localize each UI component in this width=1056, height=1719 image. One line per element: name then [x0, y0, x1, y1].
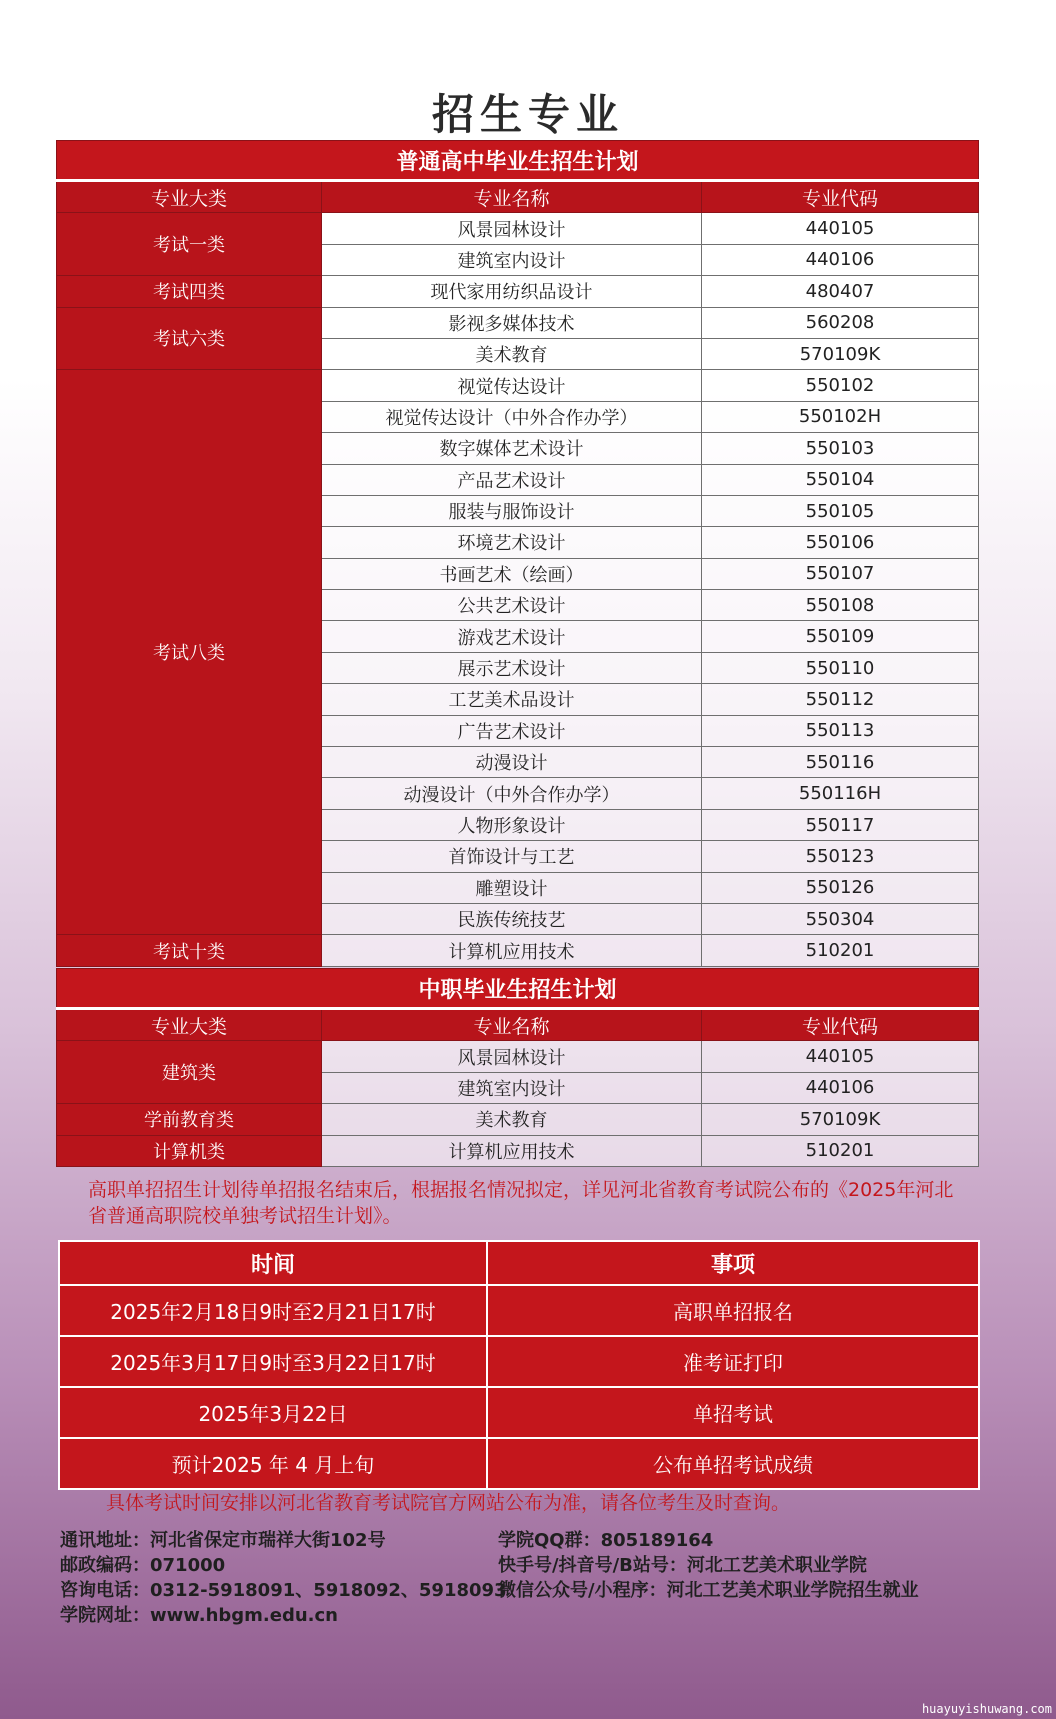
- schedule-row: [59, 1285, 979, 1336]
- address: 通讯地址：河北省保定市瑞祥大街102号: [60, 1530, 386, 1551]
- major-code-cell: 550104: [702, 464, 979, 495]
- major-code-cell: 440105: [702, 1041, 979, 1072]
- vocational-plan-table: [56, 968, 979, 1167]
- column-header: 事项: [487, 1241, 979, 1285]
- major-name-cell: 环境艺术设计: [322, 527, 702, 558]
- major-code-cell: 550304: [702, 903, 979, 934]
- phone: 咨询电话：0312-5918091、5918092、5918093: [60, 1580, 507, 1601]
- high-school-plan-table: [56, 140, 979, 967]
- plan-band-row: [57, 969, 979, 1009]
- major-name-cell: 产品艺术设计: [322, 464, 702, 495]
- column-header: 专业代码: [702, 181, 979, 213]
- major-name-cell: 动漫设计: [322, 747, 702, 778]
- schedule-row: [59, 1336, 979, 1387]
- major-code-cell: 550110: [702, 652, 979, 683]
- major-code-cell: 550107: [702, 558, 979, 589]
- major-code-cell: 570109K: [702, 338, 979, 369]
- major-code-cell: 550102: [702, 370, 979, 401]
- major-name-cell: 动漫设计（中外合作办学）: [322, 778, 702, 809]
- major-code-cell: 550113: [702, 715, 979, 746]
- column-header: 时间: [59, 1241, 487, 1285]
- major-code-cell: 560208: [702, 307, 979, 338]
- page-title: 招生专业: [431, 90, 624, 139]
- table-row: [57, 213, 979, 244]
- watermark: huayuyishuwang.com: [921, 1702, 1052, 1716]
- major-code-cell: 440105: [702, 213, 979, 244]
- major-name-cell: 建筑室内设计: [322, 1072, 702, 1103]
- major-code-cell: 550103: [702, 433, 979, 464]
- major-name-cell: 建筑室内设计: [322, 244, 702, 275]
- schedule-row: [59, 1438, 979, 1489]
- major-name-cell: 民族传统技艺: [322, 903, 702, 934]
- plan-header-row: [57, 181, 979, 213]
- table-row: [57, 370, 979, 401]
- major-name-cell: 影视多媒体技术: [322, 307, 702, 338]
- category-cell: 计算机类: [57, 1135, 322, 1166]
- major-name-cell: 数字媒体艺术设计: [322, 433, 702, 464]
- major-code-cell: 440106: [702, 244, 979, 275]
- major-name-cell: 视觉传达设计: [322, 370, 702, 401]
- major-code-cell: 550116: [702, 747, 979, 778]
- major-code-cell: 550102H: [702, 401, 979, 432]
- schedule-time-cell: 2025年2月18日9时至2月21日17时: [59, 1285, 487, 1336]
- table-row: [57, 307, 979, 338]
- category-cell: 学前教育类: [57, 1104, 322, 1135]
- category-cell: 建筑类: [57, 1041, 322, 1104]
- major-code-cell: 550117: [702, 809, 979, 840]
- category-cell: 考试四类: [57, 276, 322, 307]
- major-name-cell: 美术教育: [322, 338, 702, 369]
- major-name-cell: 游戏艺术设计: [322, 621, 702, 652]
- table-row: [57, 276, 979, 307]
- major-code-cell: 510201: [702, 935, 979, 966]
- table-row: [57, 935, 979, 966]
- plan-note: 高职单招招生计划待单招报名结束后，根据报名情况拟定，详见河北省教育考试院公布的《2025年河北省普通高职院校单独考试招生计划》。: [88, 1179, 954, 1227]
- schedule-item-cell: 单招考试: [487, 1387, 979, 1438]
- major-code-cell: 550126: [702, 872, 979, 903]
- schedule-time-cell: 预计2025 年 4 月上旬: [59, 1438, 487, 1489]
- schedule-note: 具体考试时间安排以河北省教育考试院官方网站公布为准，请各位考生及时查询。: [106, 1492, 791, 1514]
- major-name-cell: 风景园林设计: [322, 213, 702, 244]
- table-row: [57, 1041, 979, 1072]
- category-cell: 考试一类: [57, 213, 322, 276]
- major-name-cell: 人物形象设计: [322, 809, 702, 840]
- plan-header-row: [57, 1009, 979, 1041]
- major-code-cell: 550112: [702, 684, 979, 715]
- schedule-table: [58, 1240, 980, 1490]
- major-code-cell: 550105: [702, 495, 979, 526]
- schedule-time-cell: 2025年3月17日9时至3月22日17时: [59, 1336, 487, 1387]
- major-name-cell: 雕塑设计: [322, 872, 702, 903]
- plan-band-row: [57, 141, 979, 181]
- column-header: 专业代码: [702, 1009, 979, 1041]
- column-header: 专业名称: [322, 1009, 702, 1041]
- social-accounts: 快手号/抖音号/B站号：河北工艺美术职业学院: [498, 1555, 867, 1576]
- major-name-cell: 美术教育: [322, 1104, 702, 1135]
- schedule-row: [59, 1387, 979, 1438]
- schedule-time-cell: 2025年3月22日: [59, 1387, 487, 1438]
- major-name-cell: 视觉传达设计（中外合作办学）: [322, 401, 702, 432]
- major-name-cell: 工艺美术品设计: [322, 684, 702, 715]
- major-name-cell: 计算机应用技术: [322, 1135, 702, 1166]
- major-code-cell: 550116H: [702, 778, 979, 809]
- major-name-cell: 公共艺术设计: [322, 590, 702, 621]
- plan-band-title: 普通高中毕业生招生计划: [57, 141, 979, 181]
- postcode: 邮政编码：071000: [60, 1555, 226, 1576]
- major-name-cell: 书画艺术（绘画）: [322, 558, 702, 589]
- category-cell: 考试六类: [57, 307, 322, 370]
- major-code-cell: 570109K: [702, 1104, 979, 1135]
- qq-group: 学院QQ群：805189164: [498, 1530, 714, 1551]
- website-link[interactable]: 学院网址：www.hbgm.edu.cn: [60, 1605, 338, 1626]
- schedule-header-row: [59, 1241, 979, 1285]
- schedule-item-cell: 准考证打印: [487, 1336, 979, 1387]
- major-name-cell: 现代家用纺织品设计: [322, 276, 702, 307]
- schedule-item-cell: 公布单招考试成绩: [487, 1438, 979, 1489]
- table-row: [57, 1104, 979, 1135]
- major-code-cell: 480407: [702, 276, 979, 307]
- major-code-cell: 440106: [702, 1072, 979, 1103]
- wechat-account: 微信公众号/小程序：河北工艺美术职业学院招生就业: [498, 1580, 919, 1601]
- major-name-cell: 首饰设计与工艺: [322, 841, 702, 872]
- category-cell: 考试十类: [57, 935, 322, 966]
- category-cell: 考试八类: [57, 370, 322, 935]
- major-name-cell: 展示艺术设计: [322, 652, 702, 683]
- major-name-cell: 计算机应用技术: [322, 935, 702, 966]
- major-code-cell: 550109: [702, 621, 979, 652]
- major-code-cell: 550106: [702, 527, 979, 558]
- schedule-item-cell: 高职单招报名: [487, 1285, 979, 1336]
- column-header: 专业名称: [322, 181, 702, 213]
- table-row: [57, 1135, 979, 1166]
- column-header: 专业大类: [57, 1009, 322, 1041]
- major-code-cell: 550108: [702, 590, 979, 621]
- major-name-cell: 广告艺术设计: [322, 715, 702, 746]
- major-name-cell: 服装与服饰设计: [322, 495, 702, 526]
- plan-band-title: 中职毕业生招生计划: [57, 969, 979, 1009]
- major-code-cell: 510201: [702, 1135, 979, 1166]
- major-name-cell: 风景园林设计: [322, 1041, 702, 1072]
- column-header: 专业大类: [57, 181, 322, 213]
- major-code-cell: 550123: [702, 841, 979, 872]
